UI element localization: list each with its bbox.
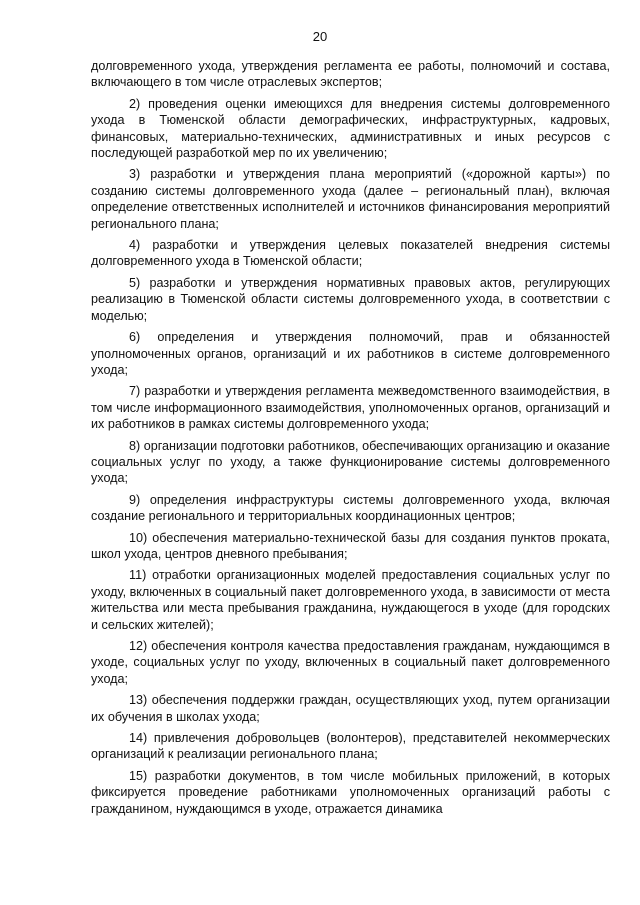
paragraph: 9) определения инфраструктуры системы долговременного ухода, включая создание регионального и территориальных координационных центров; <box>91 492 610 524</box>
page-number: 20 <box>312 29 328 44</box>
document-body <box>91 58 610 822</box>
paragraph: 5) разработки и утверждения нормативных правовых актов, регулирующих реализацию в Тюменской области системы долговременного ухода, в соответствии с моделью; <box>91 275 610 323</box>
paragraph: 15) разработки документов, в том числе мобильных приложений, в которых фиксируется проведение работниками уполномоченных организаций работы с гражданином, нуждающимся в уходе, отражается динамика <box>91 768 610 816</box>
paragraph: долговременного ухода, утверждения регламента ее работы, полномочий и состава, включающего в том числе отраслевых экспертов; <box>91 59 610 90</box>
paragraph: 11) отработки организационных моделей предоставления социальных услуг по уходу, включенных в социальный пакет долговременного ухода, в зависимости от места жительства или места пребывания гражданина, нуждающегося в уходе (для городских и сельских жителей); <box>91 568 610 632</box>
paragraph: 2) проведения оценки имеющихся для внедрения системы долговременного ухода в Тюменской области демографических, инфраструктурных, кадровых, финансовых, материально-технических, административных и иных ресурсов с последующей разработкой мер по их увеличению; <box>91 96 610 161</box>
paragraph: 6) определения и утверждения полномочий, прав и обязанностей уполномоченных органов, организаций и их работников в системе долговременного ухода; <box>91 330 610 377</box>
paragraph: 3) разработки и утверждения плана мероприятий («дорожной карты») по созданию системы долговременного ухода (далее – региональный план), включая определение ответственных исполнителей и источников финансирования мероприятий регионального плана; <box>91 167 610 231</box>
paragraph: 10) обеспечения материально-технической базы для создания пунктов проката, школ ухода, центров дневного пребывания; <box>91 530 610 561</box>
paragraph: 7) разработки и утверждения регламента межведомственного взаимодействия, в том числе информационного взаимодействия, уполномоченных органов, организаций и их работников в рамках системы долговременного ухода; <box>91 384 610 432</box>
paragraph: 12) обеспечения контроля качества предоставления гражданам, нуждающимся в уходе, социальных услуг по уходу, включенных в социальный пакет долговременного ухода; <box>91 639 610 686</box>
paragraph: 8) организации подготовки работников, обеспечивающих организацию и оказание социальных услуг по уходу, а также функционирование системы долговременного ухода; <box>91 438 610 486</box>
paragraph: 4) разработки и утверждения целевых показателей внедрения системы долговременного ухода в Тюменской области; <box>91 238 610 269</box>
paragraph: 13) обеспечения поддержки граждан, осуществляющих уход, путем организации их обучения в школах ухода; <box>91 693 610 724</box>
paragraph: 14) привлечения добровольцев (волонтеров), представителей некоммерческих организаций к реализации регионального плана; <box>91 731 610 762</box>
